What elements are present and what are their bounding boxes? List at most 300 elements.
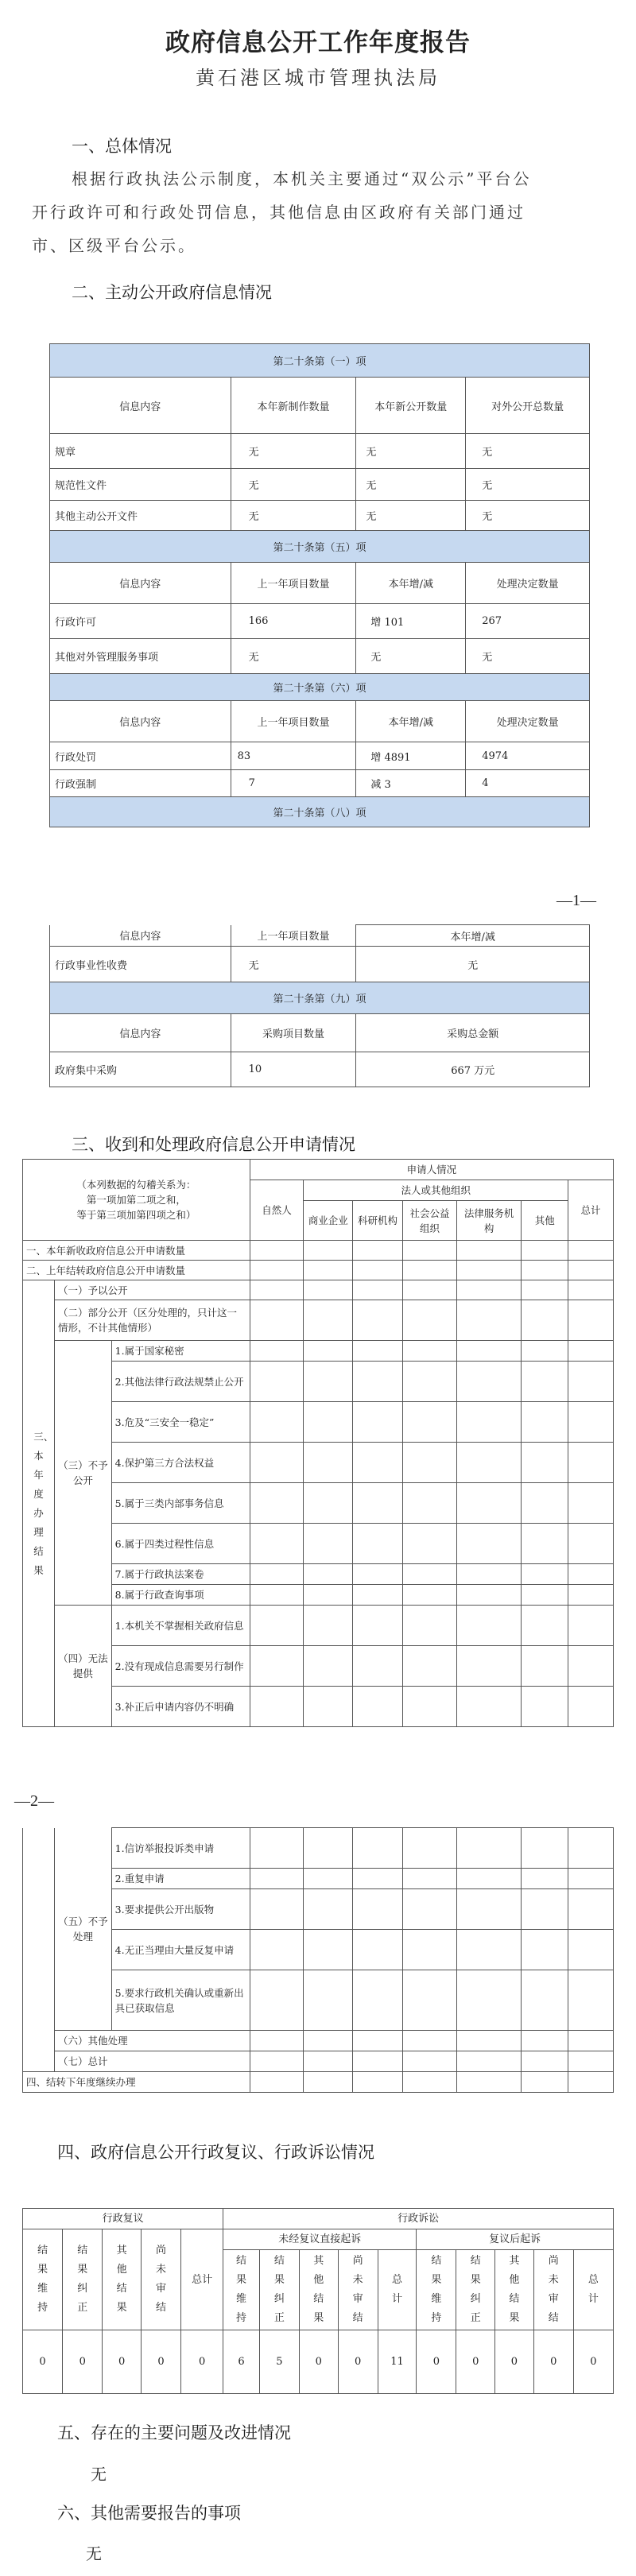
table-row	[50, 639, 590, 674]
sub-group-label: （三）不予公开	[55, 1341, 112, 1606]
value-cell: 0	[495, 2330, 534, 2394]
cell	[250, 1280, 304, 1300]
cell	[304, 1443, 353, 1483]
cell	[304, 2031, 353, 2051]
cell	[522, 1280, 568, 1300]
cell	[456, 1687, 522, 1727]
row-label: 3.危及“三安全一稳定”	[111, 1402, 250, 1443]
cell: 其他主动公开文件	[50, 501, 231, 531]
cell	[403, 1930, 457, 1970]
col-header	[299, 2250, 338, 2330]
cell	[353, 1483, 403, 1524]
col-header: 信息内容	[50, 563, 231, 604]
cell	[522, 1341, 568, 1362]
col-header: 法律服务机构	[456, 1201, 522, 1241]
value-cell: 0	[63, 2330, 103, 2394]
col-header: 采购总金额	[356, 1014, 590, 1052]
sub-group-label: （四）无法提供	[55, 1606, 112, 1727]
cell	[522, 1443, 568, 1483]
cell	[304, 1524, 353, 1564]
cell	[522, 1606, 568, 1646]
applicant-header: 申请人情况	[250, 1160, 613, 1180]
cell	[522, 1402, 568, 1443]
table-row	[50, 1052, 590, 1087]
cell	[522, 2051, 568, 2072]
cell: 10	[231, 1052, 356, 1087]
cell: 政府集中采购	[50, 1052, 231, 1087]
cell	[522, 1930, 568, 1970]
section5-heading: 五、存在的主要问题及改进情况	[57, 2423, 291, 2442]
cell	[568, 1564, 613, 1585]
after-header: 复议后起诉	[417, 2229, 614, 2250]
col-label: 结果维持	[37, 2245, 48, 2314]
col-header	[338, 2250, 378, 2330]
cell	[568, 1261, 613, 1280]
cell	[304, 1280, 353, 1300]
cell	[250, 1646, 304, 1687]
cell	[304, 1646, 353, 1687]
report-subtitle: 黄石港区城市管理执法局	[196, 67, 440, 89]
cell	[353, 1524, 403, 1564]
cell	[304, 1300, 353, 1341]
table-row	[50, 604, 590, 639]
cell	[568, 1402, 613, 1443]
review-header: 行政复议	[23, 2209, 223, 2229]
cell	[568, 1341, 613, 1362]
col-header: 采购项目数量	[231, 1014, 356, 1052]
cell	[353, 1241, 403, 1261]
col-label: 结果纠正	[470, 2255, 481, 2324]
cell: 无	[466, 639, 590, 674]
col-header: 本年新制作数量	[231, 378, 356, 434]
row-label: 4.无正当理由大量反复申请	[111, 1930, 250, 1970]
col-label: 结果纠正	[77, 2245, 88, 2314]
note-line: 等于第三项加第四项之和）	[76, 1209, 196, 1221]
cell: 166	[231, 604, 356, 639]
para-line: 根据行政执法公示制度，本机关主要通过“双公示”平台公	[72, 169, 532, 188]
cell	[304, 2051, 353, 2072]
cell	[353, 1341, 403, 1362]
row-label: （二）部分公开（区分处理的，只计这一情形，不计其他情形）	[55, 1300, 250, 1341]
cell	[456, 1362, 522, 1402]
col-header: 上一年项目数量	[231, 925, 356, 947]
col-header	[573, 2250, 613, 2330]
value-cell: 0	[338, 2330, 378, 2394]
cell	[456, 1970, 522, 2031]
cell	[456, 1930, 522, 1970]
row-group-continued	[23, 1828, 55, 2072]
col-label: 其他结果	[509, 2255, 520, 2324]
cell	[568, 1828, 613, 1869]
cell	[568, 2031, 613, 2051]
row-label: 5.属于三类内部事务信息	[111, 1483, 250, 1524]
row-label: 5.要求行政机关确认或重新出具已获取信息	[111, 1970, 250, 2031]
value-cell: 5	[259, 2330, 299, 2394]
cell	[403, 1828, 457, 1869]
row-label: （七）总计	[55, 2051, 250, 2072]
page-number: —1—	[556, 892, 596, 909]
cell	[522, 1828, 568, 1869]
value-cell: 0	[417, 2330, 456, 2394]
cell	[304, 1889, 353, 1930]
section6-heading: 六、其他需要报告的事项	[57, 2504, 241, 2523]
col-header	[378, 2250, 417, 2330]
cell	[403, 1241, 457, 1261]
value-cell: 11	[378, 2330, 417, 2394]
cell	[522, 1687, 568, 1727]
row-label: 2.其他法律行政法规禁止公开	[111, 1362, 250, 1402]
cell	[522, 2031, 568, 2051]
cell	[456, 1300, 522, 1341]
cell: 无	[466, 434, 590, 469]
value-cell: 0	[23, 2330, 63, 2394]
value-cell: 0	[533, 2330, 573, 2394]
cell	[250, 2072, 304, 2093]
table-row	[50, 434, 590, 469]
col-header: 处理决定数量	[466, 563, 590, 604]
col-label: 尚未审结	[352, 2255, 363, 2324]
cell: 无	[231, 469, 356, 501]
col-label: 尚未审结	[155, 2245, 166, 2314]
value-cell: 0	[299, 2330, 338, 2394]
row-label: 3.补正后申请内容仍不明确	[111, 1687, 250, 1727]
band-item8: 第二十条第（八）项	[50, 797, 590, 827]
col-header: 科研机构	[353, 1201, 403, 1241]
cell	[353, 1828, 403, 1869]
cell	[250, 1261, 304, 1280]
cell	[568, 1241, 613, 1261]
cell	[304, 1483, 353, 1524]
band-item9: 第二十条第（九）项	[50, 982, 590, 1014]
cell	[456, 1261, 522, 1280]
cell: 规章	[50, 434, 231, 469]
cell	[522, 1261, 568, 1280]
col-header: 本年增/减	[356, 563, 466, 604]
cell: 4	[466, 770, 590, 797]
cell: 7	[231, 770, 356, 797]
cell	[403, 1564, 457, 1585]
cell	[353, 1443, 403, 1483]
cell	[250, 1402, 304, 1443]
cell	[353, 2072, 403, 2093]
cell	[568, 1524, 613, 1564]
cell	[522, 1524, 568, 1564]
value-cell: 0	[181, 2330, 223, 2394]
col-header: 信息内容	[50, 378, 231, 434]
cell	[353, 2051, 403, 2072]
cell	[456, 1341, 522, 1362]
note-line: 第一项加第二项之和，	[86, 1194, 186, 1206]
cell	[304, 1341, 353, 1362]
cell: 无	[466, 469, 590, 501]
col-header: 本年增/减	[356, 925, 590, 947]
cell	[304, 1402, 353, 1443]
row-label: 7.属于行政执法案卷	[111, 1564, 250, 1585]
row-label: 2.重复申请	[111, 1869, 250, 1889]
col-label: 总计	[588, 2274, 599, 2305]
cell	[568, 1889, 613, 1930]
cell	[250, 1970, 304, 2031]
cell	[250, 1564, 304, 1585]
cell	[353, 1970, 403, 2031]
cell	[522, 1362, 568, 1402]
cell	[403, 1443, 457, 1483]
cell	[456, 1402, 522, 1443]
litigation-header: 行政诉讼	[223, 2209, 614, 2229]
para-line: 市、区级平台公示。	[32, 236, 196, 255]
para-line: 开行政许可和行政处罚信息，其他信息由区政府有关部门通过	[32, 203, 525, 222]
cell	[353, 1564, 403, 1585]
legal-group-header: 法人或其他组织	[304, 1180, 568, 1201]
col-header	[103, 2229, 142, 2330]
cell	[250, 1300, 304, 1341]
cell: 无	[356, 947, 590, 982]
cell	[304, 2072, 353, 2093]
cell	[353, 1362, 403, 1402]
cell	[250, 1362, 304, 1402]
cell: 行政事业性收费	[50, 947, 231, 982]
cell	[250, 2051, 304, 2072]
cell	[522, 2072, 568, 2093]
cell	[456, 1869, 522, 1889]
cell	[403, 2031, 457, 2051]
col-header	[141, 2229, 180, 2330]
col-header: 信息内容	[50, 925, 231, 947]
cell	[568, 1362, 613, 1402]
col-header: 总计	[181, 2229, 223, 2330]
cell	[353, 1889, 403, 1930]
cell	[568, 1606, 613, 1646]
section5-body: 无	[91, 2465, 107, 2484]
cell	[304, 1362, 353, 1402]
table-row	[50, 501, 590, 531]
cell: 267	[466, 604, 590, 639]
natural-person-header: 自然人	[250, 1180, 304, 1241]
cell	[568, 1443, 613, 1483]
cell: 4974	[466, 742, 590, 770]
cell	[304, 1930, 353, 1970]
col-label: 总计	[391, 2274, 402, 2305]
section4-heading: 四、政府信息公开行政复议、行政诉讼情况	[57, 2143, 374, 2162]
cell	[522, 1869, 568, 1889]
row-label: 二、上年结转政府信息公开申请数量	[23, 1261, 250, 1280]
cell	[403, 2072, 457, 2093]
col-label: 结果维持	[431, 2255, 442, 2324]
cell	[522, 1483, 568, 1524]
value-cell: 0	[573, 2330, 613, 2394]
cell: 无	[231, 947, 356, 982]
cell	[403, 1483, 457, 1524]
cell	[403, 1300, 457, 1341]
cell: 增 4891	[356, 742, 466, 770]
cell: 其他对外管理服务事项	[50, 639, 231, 674]
application-table	[22, 1159, 614, 1727]
cell	[568, 1585, 613, 1606]
cell: 减 3	[356, 770, 466, 797]
cell	[403, 1606, 457, 1646]
cell	[353, 2031, 403, 2051]
cell	[403, 1585, 457, 1606]
cell	[250, 1241, 304, 1261]
cell	[304, 1828, 353, 1869]
cell	[568, 1483, 613, 1524]
band-item1: 第二十条第（一）项	[50, 344, 590, 378]
cell	[456, 1443, 522, 1483]
cell: 无	[466, 501, 590, 531]
cell	[456, 2051, 522, 2072]
cell	[403, 2051, 457, 2072]
cell: 行政强制	[50, 770, 231, 797]
cell: 规范性文件	[50, 469, 231, 501]
col-header: 上一年项目数量	[231, 701, 356, 742]
cell	[353, 1261, 403, 1280]
report-title: 政府信息公开工作年度报告	[165, 29, 471, 57]
cell	[456, 1828, 522, 1869]
cell	[353, 1869, 403, 1889]
section1-paragraph	[32, 162, 612, 262]
row-label: 4.保护第三方合法权益	[111, 1443, 250, 1483]
col-label: 结果纠正	[273, 2255, 285, 2324]
cell	[304, 1564, 353, 1585]
row-label: 1.信访举报投诉类申请	[111, 1828, 250, 1869]
cell	[250, 1606, 304, 1646]
section3-heading: 三、收到和处理政府信息公开申请情况	[72, 1135, 355, 1154]
cell	[403, 1869, 457, 1889]
cell: 无	[356, 501, 466, 531]
cell	[403, 1362, 457, 1402]
cell: 667 万元	[356, 1052, 590, 1087]
cell	[250, 1585, 304, 1606]
cell	[456, 1646, 522, 1687]
band-item5: 第二十条第（五）项	[50, 531, 590, 563]
review-litigation-table	[22, 2208, 614, 2394]
col-header: 处理决定数量	[466, 701, 590, 742]
col-header	[23, 2229, 63, 2330]
value-cell: 0	[103, 2330, 142, 2394]
cell	[250, 1524, 304, 1564]
cell	[304, 1585, 353, 1606]
cell	[353, 1930, 403, 1970]
value-cell: 0	[456, 2330, 495, 2394]
cell	[250, 1869, 304, 1889]
corner-note	[23, 1160, 250, 1241]
col-label: 结果维持	[235, 2255, 246, 2324]
section6-body: 无	[86, 2544, 102, 2563]
col-label: 尚未审结	[548, 2255, 559, 2324]
cell	[456, 1606, 522, 1646]
cell	[456, 1564, 522, 1585]
cell	[568, 1687, 613, 1727]
cell	[250, 1443, 304, 1483]
cell	[456, 2031, 522, 2051]
row-label: 1.属于国家秘密	[111, 1341, 250, 1362]
row-label: 2.没有现成信息需要另行制作	[111, 1646, 250, 1687]
total-header: 总计	[568, 1180, 613, 1241]
row-label: （一）予以公开	[55, 1280, 250, 1300]
cell	[568, 1970, 613, 2031]
cell	[522, 1646, 568, 1687]
cell	[403, 1970, 457, 2031]
cell	[456, 1524, 522, 1564]
cell	[522, 1241, 568, 1261]
cell	[250, 2031, 304, 2051]
col-header	[456, 2250, 495, 2330]
cell: 无	[231, 434, 356, 469]
cell	[250, 1889, 304, 1930]
cell	[353, 1687, 403, 1727]
row-label: 一、本年新收政府信息公开申请数量	[23, 1241, 250, 1261]
cell	[304, 1241, 353, 1261]
cell	[403, 1524, 457, 1564]
page-number: —2—	[14, 1792, 54, 1810]
cell	[568, 1280, 613, 1300]
col-header	[223, 2250, 260, 2330]
cell	[353, 1300, 403, 1341]
active-disclosure-table	[49, 343, 590, 827]
col-header: 信息内容	[50, 701, 231, 742]
band-item6: 第二十条第（六）项	[50, 674, 590, 701]
table-row	[50, 469, 590, 501]
cell: 无	[231, 501, 356, 531]
cell: 增 101	[356, 604, 466, 639]
col-header: 对外公开总数量	[466, 378, 590, 434]
cell	[456, 1280, 522, 1300]
col-header: 本年新公开数量	[356, 378, 466, 434]
cell	[304, 1606, 353, 1646]
cell	[403, 1280, 457, 1300]
cell	[456, 1241, 522, 1261]
group-text: 三、本年度办理结果	[33, 1430, 54, 1576]
cell	[403, 1687, 457, 1727]
cell	[250, 1341, 304, 1362]
col-header: 社会公益组织	[403, 1201, 457, 1241]
cell: 无	[231, 639, 356, 674]
cell	[353, 1606, 403, 1646]
row-label: 四、结转下年度继续办理	[23, 2072, 250, 2093]
cell	[456, 1483, 522, 1524]
table-row	[50, 742, 590, 770]
row-group-label	[23, 1280, 55, 1727]
cell	[250, 1930, 304, 1970]
cell	[403, 1646, 457, 1687]
row-label: 1.本机关不掌握相关政府信息	[111, 1606, 250, 1646]
cell	[568, 2072, 613, 2093]
col-header	[495, 2250, 534, 2330]
col-header	[259, 2250, 299, 2330]
cell	[403, 1889, 457, 1930]
cell	[304, 1261, 353, 1280]
cell	[353, 1646, 403, 1687]
row-label: 3.要求提供公开出版物	[111, 1889, 250, 1930]
cell	[403, 1341, 457, 1362]
row-label: 8.属于行政查询事项	[111, 1585, 250, 1606]
cell: 无	[356, 469, 466, 501]
cell: 无	[356, 434, 466, 469]
col-label: 其他结果	[313, 2255, 324, 2324]
section2-heading: 二、主动公开政府信息情况	[72, 283, 272, 302]
cell	[456, 1889, 522, 1930]
cell: 行政处罚	[50, 742, 231, 770]
cell	[353, 1280, 403, 1300]
section1-heading: 一、总体情况	[72, 137, 172, 156]
note-line: （本列数据的勾稽关系为：	[76, 1179, 196, 1191]
cell	[522, 1300, 568, 1341]
cell	[522, 1889, 568, 1930]
col-header	[417, 2250, 456, 2330]
col-header	[533, 2250, 573, 2330]
cell: 无	[356, 639, 466, 674]
cell	[403, 1261, 457, 1280]
